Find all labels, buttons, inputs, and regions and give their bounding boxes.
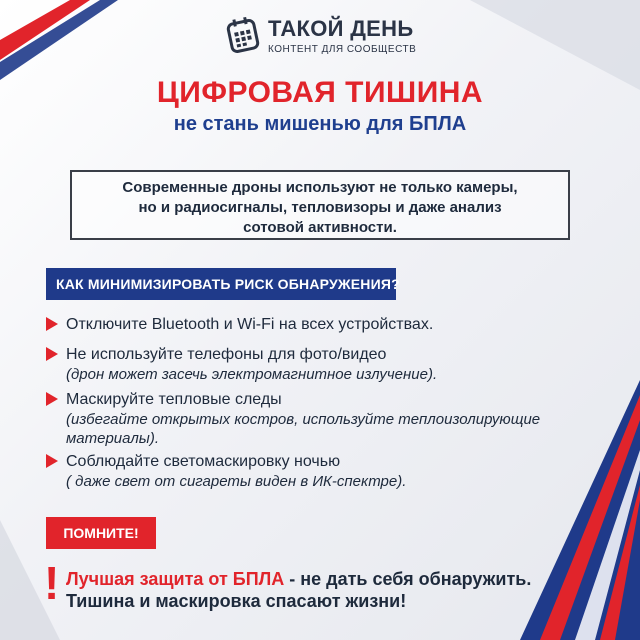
page-title: ЦИФРОВАЯ ТИШИНА [156, 76, 484, 109]
tip-note-text: (дрон может засечь электромагнитное излучение). [66, 366, 438, 383]
page-subtitle: не стань мишенью для БПЛА [173, 113, 467, 135]
brand-tagline: КОНТЕНТ ДЛЯ СООБЩЕСТВ [268, 44, 417, 55]
tip-note-text: ( даже свет от сигареты виден в ИК-спектре). [66, 473, 407, 490]
final-rest: - не дать себя обнаружить. [284, 569, 532, 589]
triangle-bullet-icon [46, 347, 58, 361]
triangle-bullet-icon [46, 317, 58, 331]
remember-label: ПОМНИТЕ! [63, 525, 139, 541]
calendar-icon [226, 16, 262, 56]
tip-note-line: (избегайте открытых костров, используйте теплоизолирующие [66, 411, 541, 428]
tip-note-line: материалы). [66, 430, 159, 447]
intro-line: но и радиосигналы, тепловизоры и даже анализ [138, 199, 502, 216]
triangle-bullet-icon [46, 454, 58, 468]
brand-name: ТАКОЙ ДЕНЬ [268, 16, 414, 41]
intro-text [72, 178, 568, 238]
final-statement-line-1 [66, 568, 531, 590]
brand-logo [226, 14, 426, 64]
tip-main-text: Отключите Bluetooth и Wi-Fi на всех устройствах. [66, 316, 434, 333]
final-statement-line-2: Тишина и маскировка спасают жизни! [66, 591, 407, 611]
section-header-label: КАК МИНИМИЗИРОВАТЬ РИСК ОБНАРУЖЕНИЯ? [56, 276, 400, 292]
final-highlight: Лучшая защита от БПЛА [66, 569, 285, 589]
exclamation-icon: ! [44, 557, 60, 609]
tip-main-text: Не используйте телефоны для фото/видео [66, 346, 387, 363]
tip-note-text [66, 410, 626, 448]
bg-stripe-red-left [0, 0, 90, 60]
remember-badge [46, 517, 156, 549]
tip-main-text: Маскируйте тепловые следы [66, 391, 282, 408]
triangle-bullet-icon [46, 392, 58, 406]
section-header [46, 268, 400, 300]
tip-main-text: Соблюдайте светомаскировку ночью [66, 453, 341, 470]
intro-box [70, 170, 570, 240]
intro-line: сотовой активности. [243, 219, 397, 236]
intro-line: Современные дроны используют не только камеры, [122, 179, 518, 196]
